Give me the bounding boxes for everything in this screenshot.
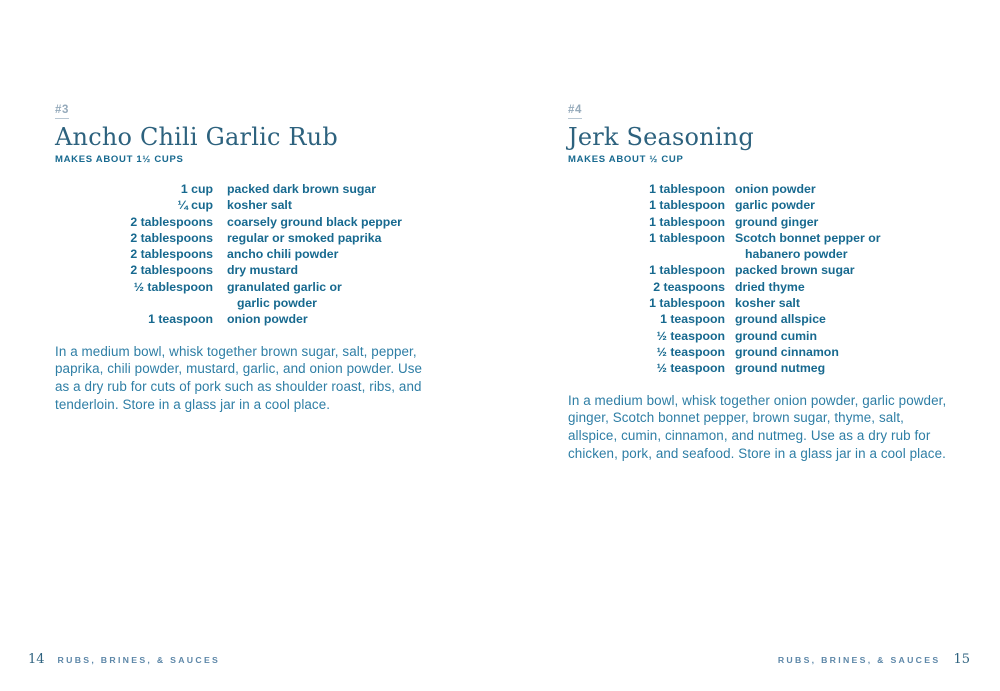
instruction-line: chicken, pork, and seafood. Store in a glass jar in a cool place.	[568, 445, 946, 461]
ingredient-name-line: garlic powder	[735, 198, 815, 213]
ingredient-row	[568, 262, 952, 278]
recipe-number: #4	[568, 104, 582, 119]
ingredient-quantity: ½ tablespoon	[133, 279, 213, 294]
ingredient-quantity: 1 tablespoon	[649, 198, 725, 213]
ingredient-name	[227, 181, 376, 197]
ingredient-name-line: Scotch bonnet pepper or	[735, 230, 881, 245]
ingredient-row	[568, 295, 952, 311]
ingredient-name-line: regular or smoked paprika	[227, 230, 382, 245]
ingredient-quantity: 2 tablespoons	[130, 247, 213, 262]
recipe-title: Jerk Seasoning	[568, 123, 754, 151]
ingredient-name	[735, 197, 815, 213]
ingredient-row	[55, 230, 439, 246]
ingredient-name	[735, 311, 826, 327]
ingredient-name	[735, 279, 805, 295]
recipe-number: #3	[55, 104, 69, 119]
ingredient-name-line: dry mustard	[227, 263, 299, 278]
ingredient-name	[735, 328, 817, 344]
ingredient-row	[55, 181, 439, 197]
ingredient-row	[568, 344, 952, 360]
ingredient-name	[227, 230, 381, 246]
page-number-left: 14	[28, 652, 45, 667]
ingredient-name	[735, 344, 839, 360]
ingredient-name-continuation: garlic powder	[237, 296, 317, 311]
recipe-instructions	[55, 343, 439, 414]
ingredient-name-line: ground ginger	[735, 214, 819, 229]
ingredient-name	[735, 360, 825, 376]
instruction-line: paprika, chili powder, mustard, garlic, and onion powder. Use	[55, 361, 423, 377]
ingredient-quantity: 2 teaspoons	[653, 279, 725, 294]
ingredient-name-line: ground cinnamon	[735, 344, 839, 359]
ingredient-row	[55, 262, 439, 278]
ingredient-quantity: ½ teaspoon	[656, 361, 725, 376]
ingredient-name-line: ground cumin	[735, 328, 817, 343]
ingredient-name	[227, 214, 402, 230]
ingredient-list	[55, 181, 439, 328]
ingredient-name	[735, 181, 816, 197]
section-title-left: RUBS, BRINES, & SAUCES	[57, 655, 221, 665]
ingredient-quantity: 1 tablespoon	[649, 263, 725, 278]
ingredient-name	[735, 262, 855, 278]
ingredient-quantity: 1 cup	[180, 182, 213, 196]
ingredient-quantity: 1 tablespoon	[649, 182, 725, 196]
ingredient-name	[227, 262, 298, 278]
ingredient-row	[55, 246, 439, 262]
ingredient-name-line: dried thyme	[735, 279, 805, 294]
ingredient-quantity: ¼ cup	[177, 198, 213, 213]
page-number-right: 15	[953, 652, 970, 667]
ingredient-name-line: coarsely ground black pepper	[227, 214, 402, 229]
ingredient-name-line: onion powder	[227, 312, 308, 327]
ingredient-row	[568, 311, 952, 327]
instruction-line: ginger, Scotch bonnet pepper, brown sugar, thyme, salt,	[568, 410, 905, 426]
ingredient-quantity: 1 tablespoon	[649, 214, 725, 229]
ingredient-list	[568, 181, 952, 377]
instruction-line: In a medium bowl, whisk together brown sugar, salt, pepper,	[55, 343, 417, 359]
ingredient-name-line: kosher salt	[227, 198, 292, 213]
ingredient-name	[735, 230, 881, 263]
ingredient-name-line: granulated garlic or	[227, 279, 342, 294]
ingredient-name-line: packed dark brown sugar	[227, 182, 376, 196]
recipe-title: Ancho Chili Garlic Rub	[55, 123, 338, 151]
recipe-yield: MAKES ABOUT 1½ CUPS	[55, 154, 184, 165]
ingredient-quantity: ½ teaspoon	[656, 328, 725, 343]
ingredient-quantity: 2 tablespoons	[130, 263, 213, 278]
ingredient-row	[55, 311, 439, 327]
ingredient-name	[227, 279, 342, 312]
ingredient-quantity: 2 tablespoons	[130, 214, 213, 229]
ingredient-name-continuation: habanero powder	[745, 247, 848, 262]
section-title-right: RUBS, BRINES, & SAUCES	[777, 655, 941, 665]
ingredient-row	[55, 279, 439, 312]
footer-left	[28, 652, 220, 667]
ingredient-quantity: 1 teaspoon	[148, 312, 213, 327]
ingredient-name	[227, 311, 308, 327]
ingredient-name	[227, 197, 292, 213]
ingredient-name	[227, 246, 338, 262]
ingredient-row	[55, 214, 439, 230]
ingredient-quantity: 2 tablespoons	[130, 230, 213, 245]
ingredient-row	[568, 197, 952, 213]
ingredient-row	[568, 360, 952, 376]
ingredient-quantity: ½ teaspoon	[656, 344, 725, 359]
ingredient-name	[735, 214, 818, 230]
ingredient-name-line: ground allspice	[735, 312, 826, 327]
instruction-line: allspice, cumin, cinnamon, and nutmeg. Use as a dry rub for	[568, 428, 931, 444]
page-footer	[0, 652, 1000, 667]
ingredient-name-line: kosher salt	[735, 296, 800, 311]
recipe-yield: MAKES ABOUT ½ CUP	[568, 154, 684, 165]
instruction-line: as a dry rub for cuts of pork such as shoulder roast, ribs, and	[55, 379, 422, 395]
ingredient-name-line: onion powder	[735, 182, 816, 196]
ingredient-name	[735, 295, 800, 311]
ingredient-quantity: 1 teaspoon	[660, 312, 725, 327]
instruction-line: In a medium bowl, whisk together onion powder, garlic powder,	[568, 392, 947, 408]
ingredient-quantity: 1 tablespoon	[649, 230, 725, 245]
ingredient-row	[568, 230, 952, 263]
ingredient-name-line: ground nutmeg	[735, 361, 826, 376]
instruction-line: tenderloin. Store in a glass jar in a cool place.	[55, 397, 331, 413]
recipe-page-left	[55, 100, 439, 414]
recipe-instructions	[568, 392, 952, 463]
ingredient-row	[568, 279, 952, 295]
footer-right	[778, 652, 970, 667]
ingredient-row	[55, 197, 439, 213]
ingredient-name-line: packed brown sugar	[735, 263, 855, 278]
ingredient-row	[568, 214, 952, 230]
ingredient-name-line: ancho chili powder	[227, 247, 339, 262]
ingredient-quantity: 1 tablespoon	[649, 296, 725, 311]
ingredient-row	[568, 328, 952, 344]
ingredient-row	[568, 181, 952, 197]
recipe-page-right	[568, 100, 952, 463]
